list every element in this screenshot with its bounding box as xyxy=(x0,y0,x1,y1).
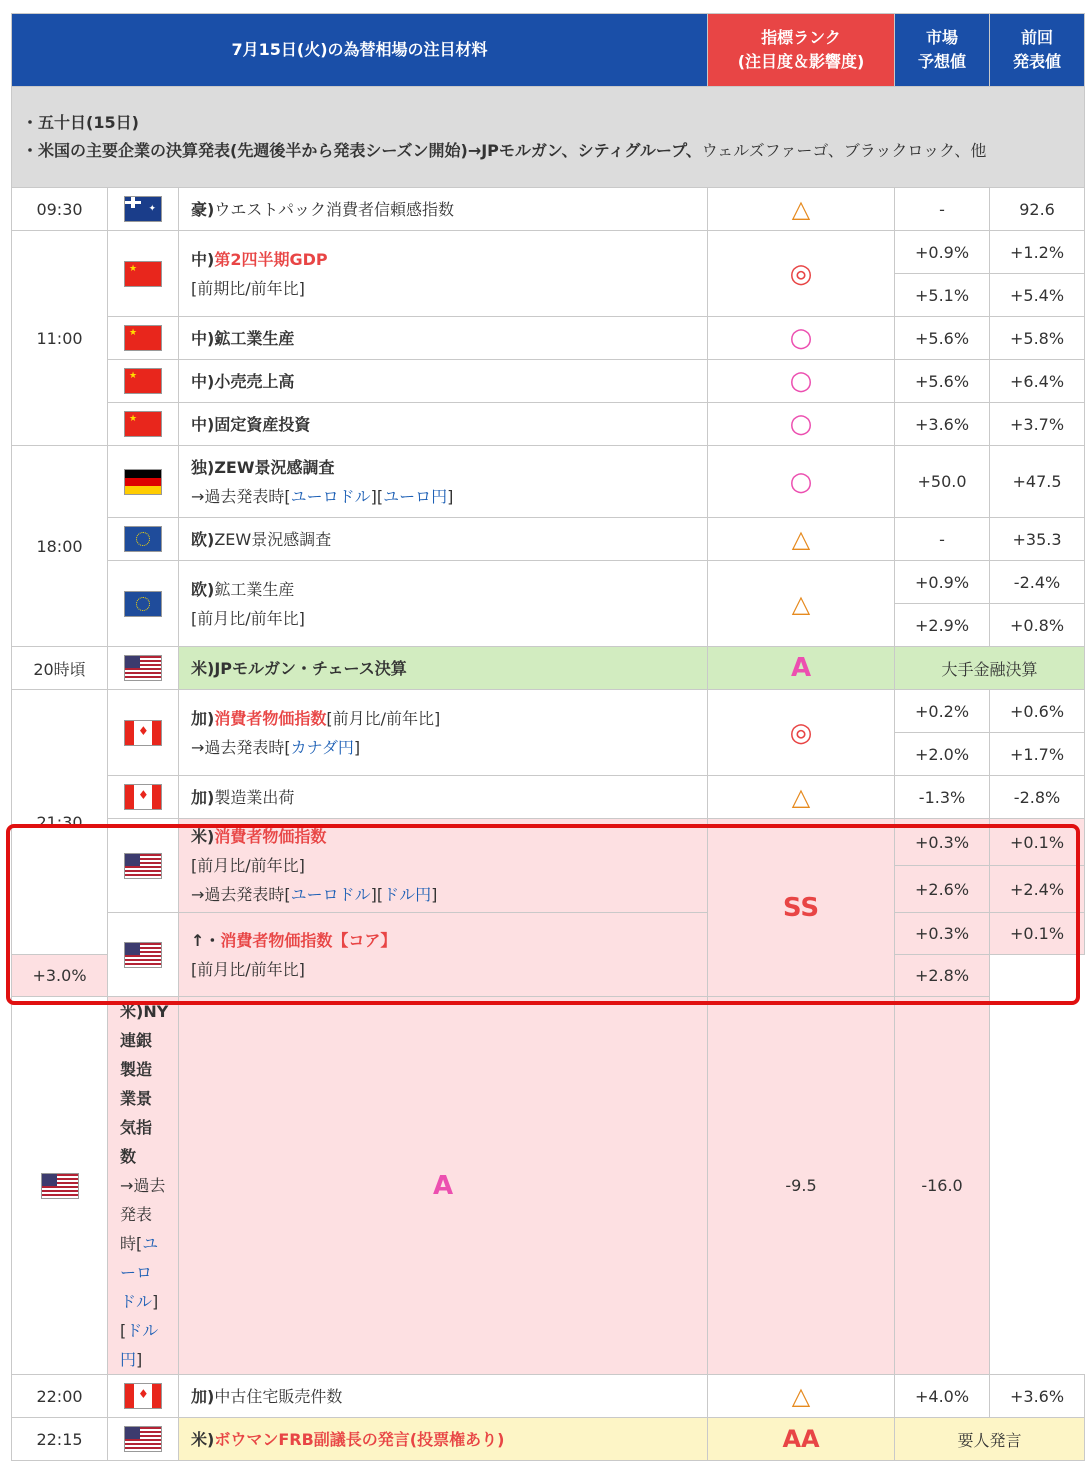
previous-cell: +6.4% xyxy=(990,360,1085,403)
previous-cell: 92.6 xyxy=(990,188,1085,231)
rank-cell: SS xyxy=(708,819,895,997)
rank-cell: ○ xyxy=(708,317,895,360)
table-row xyxy=(12,997,1085,1375)
eu-flag-icon xyxy=(125,527,161,551)
previous-cell: +0.1% xyxy=(990,913,1085,955)
table-row xyxy=(12,518,1085,561)
table-row xyxy=(12,360,1085,403)
table-row xyxy=(12,690,1085,733)
rank-cell: ◎ xyxy=(708,690,895,776)
table-row xyxy=(12,1418,1085,1461)
china-flag-icon xyxy=(125,262,161,286)
forecast-cell: -1.3% xyxy=(895,776,990,819)
usa-flag-icon xyxy=(125,854,161,878)
canada-flag-icon xyxy=(125,1384,161,1408)
rank-header: 指標ランク (注目度＆影響度) xyxy=(708,14,895,87)
note-cell: 大手金融決算 xyxy=(895,647,1085,690)
previous-cell: -2.4% xyxy=(990,561,1085,604)
previous-cell: -16.0 xyxy=(895,997,990,1375)
forecast-cell: - xyxy=(895,188,990,231)
table-row xyxy=(12,317,1085,360)
forecast-cell: +0.9% xyxy=(895,561,990,604)
previous-cell: +5.8% xyxy=(990,317,1085,360)
table-row xyxy=(12,647,1085,690)
previous-cell: +5.4% xyxy=(990,274,1085,317)
rank-cell: △ xyxy=(708,561,895,647)
usa-flag-icon xyxy=(125,943,161,967)
usdjpy-link[interactable]: ドル円 xyxy=(120,1321,159,1369)
table-row xyxy=(12,231,1085,274)
forecast-cell: +3.6% xyxy=(895,403,990,446)
australia-flag-icon xyxy=(125,197,161,221)
germany-flag-icon xyxy=(125,470,161,494)
notes-row xyxy=(12,87,1085,188)
rank-cell: A xyxy=(708,647,895,690)
previous-cell: +0.6% xyxy=(990,690,1085,733)
usdjpy-link[interactable]: ドル円 xyxy=(383,885,432,904)
previous-cell: -2.8% xyxy=(990,776,1085,819)
notes-cell: ・五十日(15日) ・米国の主要企業の決算発表(先週後半から発表シーズン開始)→JPモルガン、シティグループ、ウェルズファーゴ、ブラックロック、他 xyxy=(12,87,1085,188)
event-cell: 中)小売売上高 xyxy=(179,360,708,403)
economic-calendar-table xyxy=(11,13,1085,1461)
canada-flag-icon xyxy=(125,785,161,809)
time-cell: 21:30 xyxy=(12,690,108,955)
event-cell: 米)NY連銀製造業景気指数 →過去発表時[ユーロドル][ドル円] xyxy=(108,997,179,1375)
forecast-cell: +2.0% xyxy=(895,733,990,776)
time-cell: 09:30 xyxy=(12,188,108,231)
time-cell: 18:00 xyxy=(12,446,108,647)
cadjpy-link[interactable]: カナダ円 xyxy=(290,737,354,757)
time-cell: 22:15 xyxy=(12,1418,108,1461)
table-row xyxy=(12,819,1085,866)
usa-flag-icon xyxy=(125,656,161,680)
event-cell: 米)JPモルガン・チェース決算 xyxy=(179,647,708,690)
table-title: 7月15日(火)の為替相場の注目材料 xyxy=(12,14,708,87)
event-cell: ↑・消費者物価指数【コア】 [前月比/前年比] xyxy=(179,913,708,997)
forecast-cell: +50.0 xyxy=(895,446,990,518)
event-cell: 欧)ZEW景況感調査 xyxy=(179,518,708,561)
eurusd-link[interactable]: ユーロドル xyxy=(120,1234,159,1311)
event-cell: 欧)鉱工業生産 [前月比/前年比] xyxy=(179,561,708,647)
event-cell: 加)消費者物価指数[前月比/前年比] →過去発表時[カナダ円] xyxy=(179,690,708,776)
event-cell: 豪)ウエストパック消費者信頼感指数 xyxy=(179,188,708,231)
header-row xyxy=(12,14,1085,87)
eurusd-link[interactable]: ユーロドル xyxy=(290,486,371,506)
previous-cell: +1.2% xyxy=(990,231,1085,274)
forecast-cell: +3.0% xyxy=(12,955,108,997)
china-flag-icon xyxy=(125,326,161,350)
rank-cell: △ xyxy=(708,776,895,819)
previous-cell: +0.8% xyxy=(990,604,1085,647)
forecast-cell: +2.9% xyxy=(895,604,990,647)
rank-cell: A xyxy=(179,997,708,1375)
event-cell: 加)製造業出荷 xyxy=(179,776,708,819)
forecast-header: 市場 予想値 xyxy=(895,14,990,87)
event-cell: 中)固定資産投資 xyxy=(179,403,708,446)
rank-cell: ◎ xyxy=(708,231,895,317)
time-cell: 11:00 xyxy=(12,231,108,446)
event-cell: 加)中古住宅販売件数 xyxy=(179,1375,708,1418)
previous-cell: +2.4% xyxy=(990,866,1085,913)
table-row xyxy=(12,403,1085,446)
forecast-cell: +4.0% xyxy=(895,1375,990,1418)
forecast-cell: +0.9% xyxy=(895,231,990,274)
event-cell: 中)鉱工業生産 xyxy=(179,317,708,360)
previous-cell: +2.8% xyxy=(895,955,990,997)
eu-flag-icon xyxy=(125,592,161,616)
forecast-cell: +5.6% xyxy=(895,317,990,360)
eurjpy-link[interactable]: ユーロ円 xyxy=(383,486,448,506)
table-row xyxy=(12,776,1085,819)
canada-flag-icon xyxy=(125,721,161,745)
usa-flag-icon xyxy=(125,1427,161,1451)
china-flag-icon xyxy=(125,412,161,436)
usa-flag-icon xyxy=(42,1174,78,1198)
event-cell: 米)消費者物価指数 [前月比/前年比] →過去発表時[ユーロドル][ドル円] xyxy=(179,819,708,913)
rank-cell: ○ xyxy=(708,360,895,403)
previous-cell: +35.3 xyxy=(990,518,1085,561)
note-cell: 要人発言 xyxy=(895,1418,1085,1461)
rank-cell: △ xyxy=(708,1375,895,1418)
previous-cell: +0.1% xyxy=(990,819,1085,866)
table-row xyxy=(12,1375,1085,1418)
table-row xyxy=(12,913,1085,955)
rank-cell: ○ xyxy=(708,446,895,518)
event-cell: 独)ZEW景況感調査 →過去発表時[ユーロドル][ユーロ円] xyxy=(179,446,708,518)
forecast-cell: +0.2% xyxy=(895,690,990,733)
forecast-cell: +0.3% xyxy=(895,819,990,866)
time-cell: 22:00 xyxy=(12,1375,108,1418)
forecast-cell: -9.5 xyxy=(708,997,895,1375)
previous-header: 前回 発表値 xyxy=(990,14,1085,87)
forecast-cell: +5.1% xyxy=(895,274,990,317)
table-row xyxy=(12,561,1085,604)
rank-cell: △ xyxy=(708,518,895,561)
previous-cell: +3.7% xyxy=(990,403,1085,446)
eurusd-link[interactable]: ユーロドル xyxy=(290,885,371,904)
rank-cell: ○ xyxy=(708,403,895,446)
previous-cell: +1.7% xyxy=(990,733,1085,776)
time-cell: 20時頃 xyxy=(12,647,108,690)
forecast-cell: +2.6% xyxy=(895,866,990,913)
event-cell: 米)ボウマンFRB副議長の発言(投票権あり) xyxy=(179,1418,708,1461)
table-row xyxy=(12,446,1085,518)
forecast-cell: - xyxy=(895,518,990,561)
previous-cell: +3.6% xyxy=(990,1375,1085,1418)
china-flag-icon xyxy=(125,369,161,393)
event-cell: 中)第2四半期GDP [前期比/前年比] xyxy=(179,231,708,317)
rank-cell: △ xyxy=(708,188,895,231)
forecast-cell: +5.6% xyxy=(895,360,990,403)
rank-cell: AA xyxy=(708,1418,895,1461)
table-row xyxy=(12,188,1085,231)
previous-cell: +47.5 xyxy=(990,446,1085,518)
forecast-cell: +0.3% xyxy=(895,913,990,955)
